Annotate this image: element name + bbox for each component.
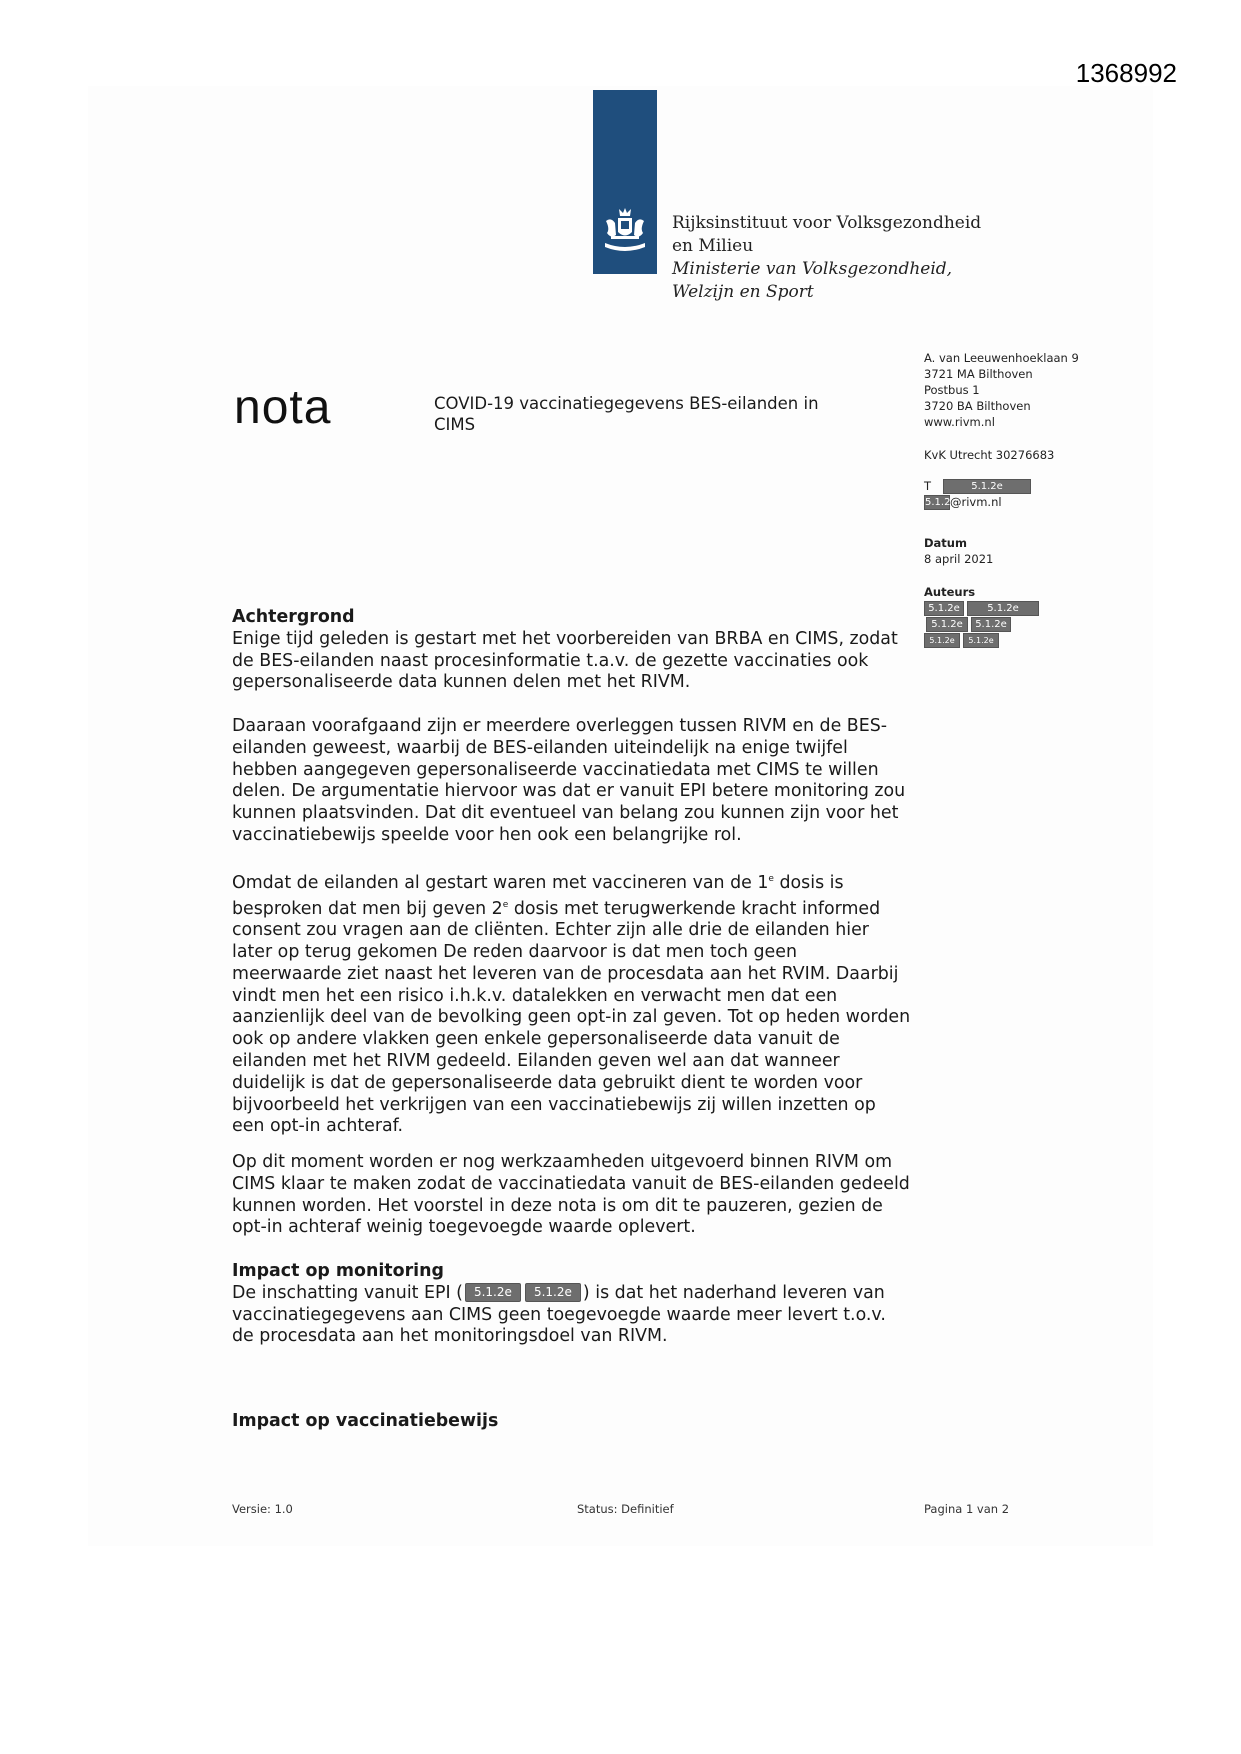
logo-text [672, 212, 981, 304]
subject-line2: CIMS [434, 415, 476, 434]
redaction-box: 5.1.2e [924, 633, 960, 648]
paragraph-text: ) is dat het naderhand leveren van vaccinatiegegevens aan CIMS geen toegevoegde waarde meer levert t.o.v. de procesdata aan het monitoringsdoel van RIVM. [232, 1282, 886, 1347]
section-heading: Impact op monitoring [232, 1261, 444, 1281]
footer-page: Pagina 1 van 2 [924, 1502, 1010, 1516]
footer-version: Versie: 1.0 [232, 1502, 293, 1516]
tel-prefix: T [924, 479, 932, 493]
address-line: Postbus 1 [924, 383, 980, 397]
superscript: e [502, 899, 509, 910]
address-line: 3720 BA Bilthoven [924, 399, 1031, 413]
section-heading: Achtergrond [232, 607, 355, 627]
sender-address [924, 350, 1079, 430]
paragraph: Op dit moment worden er nog werkzaamheden uitgevoerd binnen RIVM om CIMS klaar te maken zodat de vaccinatiedata vanuit de BES-eilanden gedeeld kunnen worden. Het voorstel in deze nota is om dit te pauzeren, gezien de opt-in achteraf weinig toegevoegde waarde oplevert. [232, 1152, 910, 1238]
section-heading: Impact op vaccinatiebewijs [232, 1411, 499, 1431]
date-block [924, 535, 993, 567]
address-line: A. van Leeuwenhoeklaan 9 [924, 351, 1079, 365]
redaction-box: 5.1.2e [924, 601, 964, 616]
paragraph-text: De inschatting vanuit EPI ( [232, 1282, 463, 1303]
paragraph-text: dosis is besproken dat men bij geven 2 [232, 872, 844, 919]
paragraph-text: Omdat de eilanden al gestart waren met vaccineren van de 1 [232, 872, 769, 893]
authors-label: Auteurs [924, 585, 976, 599]
section-monitoring [232, 1261, 912, 1348]
redaction-box: 5.1.2e [465, 1283, 521, 1302]
kvk-number: KvK Utrecht 30276683 [924, 448, 1055, 462]
org-name-line1: Rijksinstituut voor Volksgezondheid [672, 213, 982, 233]
footer-status: Status: Definitief [577, 1502, 674, 1516]
paragraph [232, 869, 912, 1138]
authors-block [924, 584, 1039, 648]
section-achtergrond [232, 607, 912, 694]
ministry-line1: Ministerie van Volksgezondheid, [672, 259, 953, 279]
redaction-box: 5.1.2e [971, 617, 1011, 632]
paragraph: Enige tijd geleden is gestart met het voorbereiden van BRBA en CIMS, zodat de BES-eilanden naast procesinformatie t.a.v. de gezette vaccinaties ook gepersonaliseerde data kunnen delen met het RIVM. [232, 628, 898, 693]
redaction-box: 5.1.2e [926, 617, 968, 632]
email-suffix: @rivm.nl [950, 495, 1002, 509]
org-name-line2: en Milieu [672, 236, 754, 256]
redaction-box: 5.1.2e [963, 633, 999, 648]
date-label: Datum [924, 536, 967, 550]
subject [434, 393, 874, 435]
document-number: 1368992 [1075, 58, 1177, 88]
contact-block [924, 478, 1031, 510]
paragraph [232, 1283, 912, 1348]
redaction-box: 5.1.2e [525, 1283, 581, 1302]
coat-of-arms-icon [601, 205, 649, 255]
website-link[interactable]: www.rivm.nl [924, 415, 995, 429]
paragraph: Daaraan voorafgaand zijn er meerdere overleggen tussen RIVM en de BES-eilanden geweest, waarbij de BES-eilanden uiteindelijk na enige twijfel hebben aangegeven gepersonaliseerde vaccinatiedata met CIMS te willen delen. De argumentatie hiervoor was dat er vanuit EPI betere monitoring zou kunnen plaatsvinden. Dat dit eventueel van belang zou kunnen zijn voor het vaccinatiebewijs speelde voor hen ook een belangrijke rol. [232, 716, 906, 845]
paragraph-text: dosis met terugwerkende kracht informed consent zou vragen aan de cliënten. Echter zijn alle drie de eilanden hier later op terug gekomen De reden daarvoor is dat men toch geen meerwaarde ziet naast het leveren van de procesdata aan het RVIM. Daarbij vindt men het een risico i.h.k.v. datalekken en verwacht men dat een aanzienlijk deel van de bevolking geen opt-in zal geven. Tot op heden worden ook op andere vlakken geen enkele gepersonaliseerde data vanuit de eilanden met het RIVM gedeeld. Eilanden geven wel aan dat wanneer duidelijk is dat de gepersonaliseerde data gebruikt dient te worden voor bijvoorbeeld het verkrijgen van een vaccinatiebewijs zij willen inzetten op een opt-in achteraf. [232, 898, 911, 1137]
superscript: e [768, 874, 774, 884]
document-type: nota [234, 381, 332, 434]
redaction-box: 5.1.2e [943, 479, 1031, 494]
address-line: 3721 MA Bilthoven [924, 367, 1033, 381]
subject-line1: COVID-19 vaccinatiegegevens BES-eilanden in [434, 394, 819, 413]
redaction-box: 5.1.2 [925, 497, 951, 508]
date-value: 8 april 2021 [924, 552, 994, 566]
ministry-line2: Welzijn en Sport [672, 282, 814, 302]
redaction-box: 5.1.2e [967, 601, 1039, 616]
